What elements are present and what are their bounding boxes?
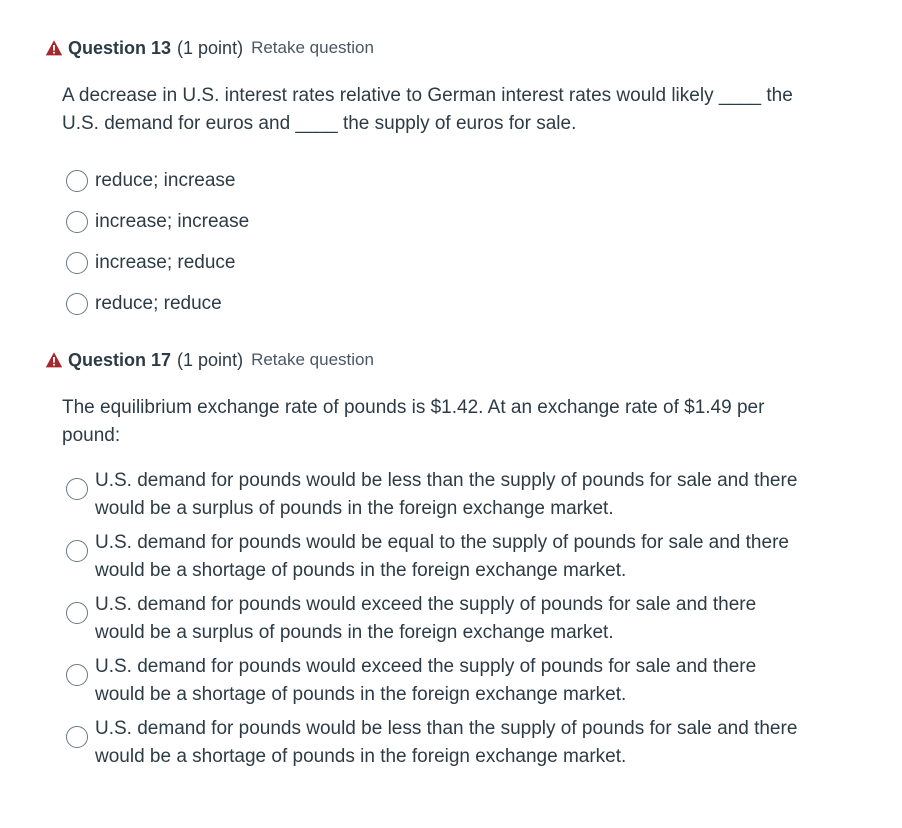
radio-button[interactable] [66, 478, 88, 500]
answer-option-label: increase; reduce [95, 251, 236, 273]
question-text: The equilibrium exchange rate of pounds is $1.42. At an exchange rate of $1.49 per pound: [62, 397, 765, 446]
retake-question-link[interactable]: Retake question [251, 350, 374, 369]
answer-option-label: U.S. demand for pounds would be less than the supply of pounds for sale and there would be a shortage of pounds in the foreign exchange market. [95, 718, 798, 767]
radio-button[interactable] [66, 540, 88, 562]
warning-triangle-icon [45, 351, 63, 369]
warning-triangle-icon [45, 39, 63, 57]
answer-option[interactable] [66, 467, 806, 529]
radio-button[interactable] [66, 726, 88, 748]
radio-button[interactable] [66, 602, 88, 624]
radio-button[interactable] [66, 664, 88, 686]
answer-option-label: U.S. demand for pounds would be less than the supply of pounds for sale and there would be a surplus of pounds in the foreign exchange market. [95, 470, 798, 519]
radio-button[interactable] [66, 170, 88, 192]
answer-option-label: U.S. demand for pounds would be equal to the supply of pounds for sale and there would be a shortage of pounds in the foreign exchange market. [95, 532, 789, 581]
question-title: Question 13 [68, 37, 172, 58]
answer-option-label: reduce; increase [95, 169, 236, 191]
answer-option[interactable] [66, 653, 806, 715]
question-title: Question 17 [68, 349, 172, 370]
question-17 [0, 346, 902, 777]
answer-option[interactable] [66, 201, 806, 242]
answer-options [66, 467, 806, 777]
answer-option[interactable] [66, 160, 806, 201]
radio-button[interactable] [66, 211, 88, 233]
answer-option-label: U.S. demand for pounds would exceed the supply of pounds for sale and there would be a shortage of pounds in the foreign exchange market. [95, 656, 757, 705]
retake-question-link[interactable]: Retake question [251, 38, 374, 57]
answer-option-label: U.S. demand for pounds would exceed the supply of pounds for sale and there would be a surplus of pounds in the foreign exchange market. [95, 594, 757, 643]
answer-option-label: reduce; reduce [95, 292, 222, 314]
question-points: (1 point) [177, 349, 244, 370]
answer-option[interactable] [66, 283, 806, 324]
answer-options [66, 160, 806, 324]
question-13 [0, 34, 902, 324]
radio-button[interactable] [66, 252, 88, 274]
question-header [45, 34, 902, 62]
radio-button[interactable] [66, 293, 88, 315]
answer-option[interactable] [66, 715, 806, 777]
question-text: A decrease in U.S. interest rates relative to German interest rates would likely ____ the U.S. demand for euros and ____ the supply of euros for sale. [62, 85, 793, 134]
question-points: (1 point) [177, 37, 244, 58]
answer-option[interactable] [66, 591, 806, 653]
answer-option[interactable] [66, 529, 806, 591]
answer-option-label: increase; increase [95, 210, 250, 232]
question-header [45, 346, 902, 374]
answer-option[interactable] [66, 242, 806, 283]
